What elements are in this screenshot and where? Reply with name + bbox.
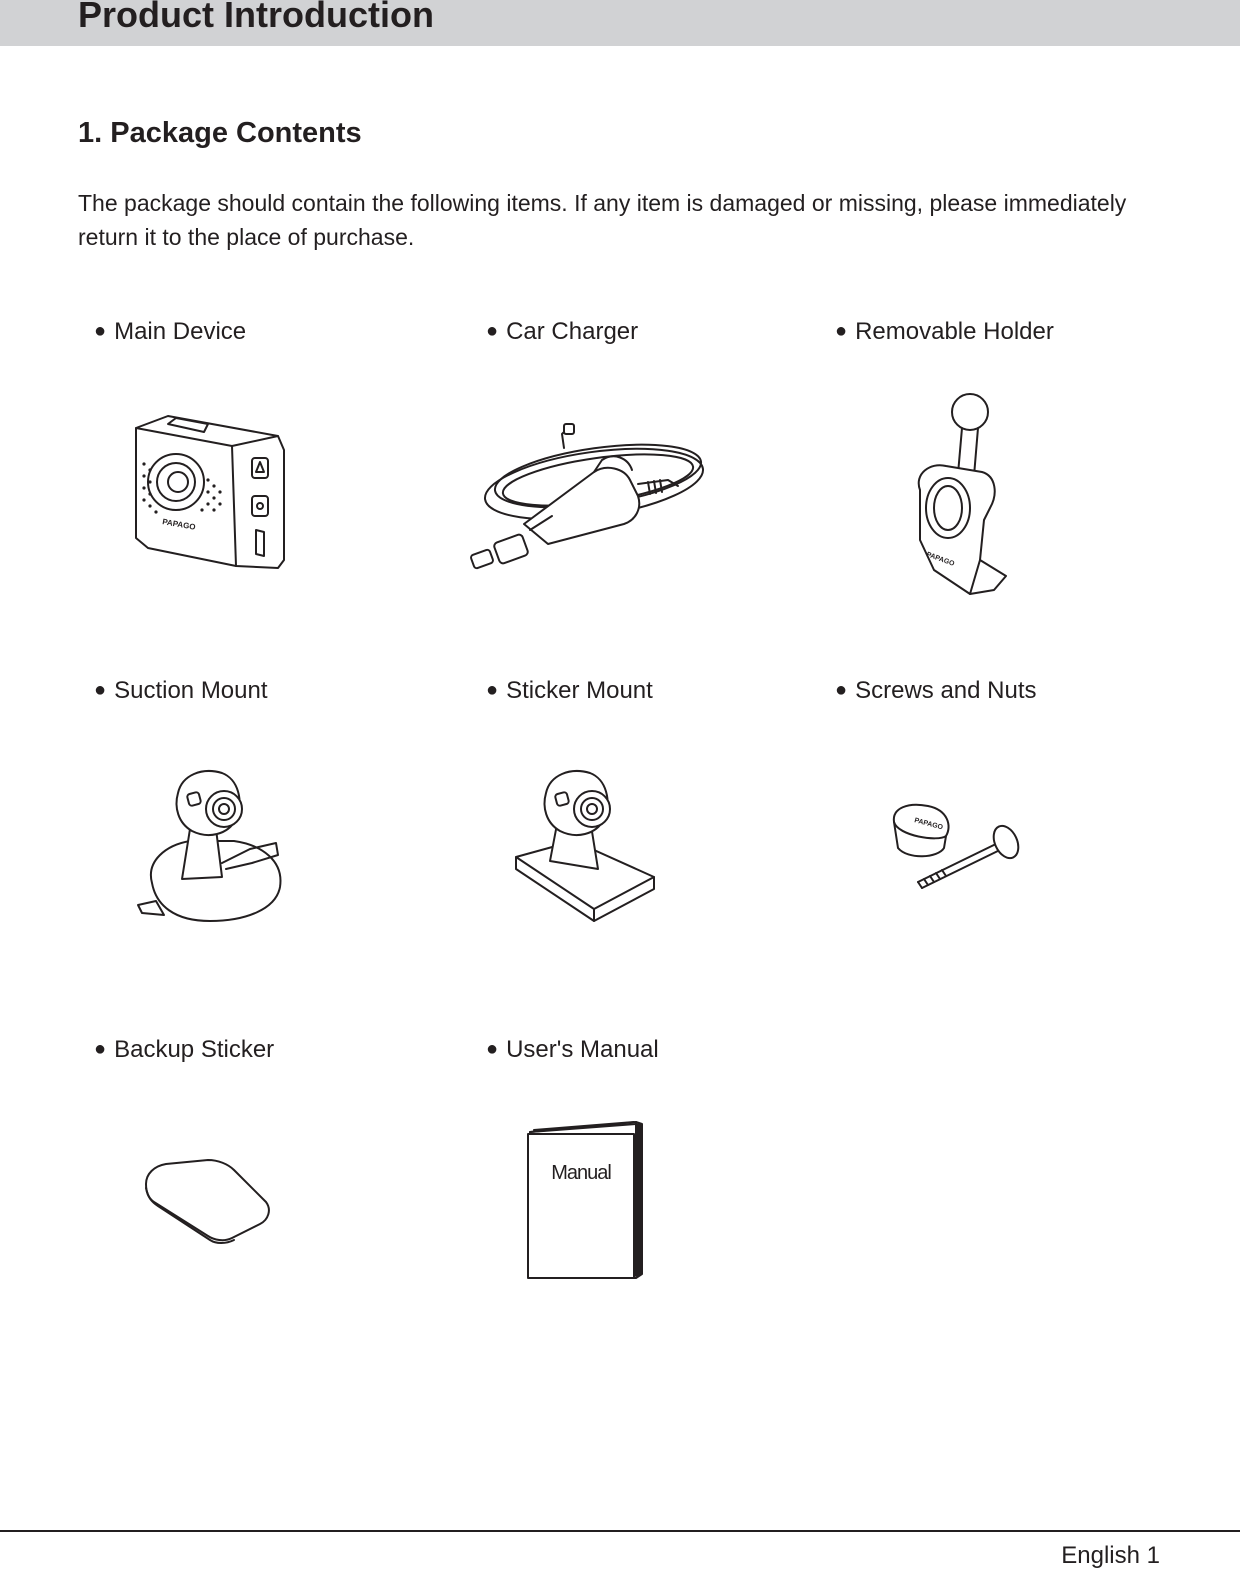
item-label-removable-holder: ● Removable Holder: [835, 318, 1054, 345]
footer-rule: [0, 1530, 1240, 1532]
screw-and-nut-icon: [888, 800, 1028, 890]
suction-mount-icon: [130, 765, 290, 925]
page-title: Product Introduction: [78, 0, 434, 35]
item-label-main-device: ● Main Device: [94, 318, 247, 345]
svg-text:PAPAGO: PAPAGO: [161, 517, 197, 532]
item-label-car-charger: ● Car Charger: [486, 318, 639, 345]
bullet-icon: ●: [486, 679, 499, 701]
sticker-mount-icon: [512, 765, 662, 925]
bullet-icon: ●: [94, 1038, 107, 1060]
item-label-screws-and-nuts: ● Screws and Nuts: [835, 677, 1037, 704]
manual-booklet-icon: [526, 1120, 646, 1282]
car-charger-icon: [468, 420, 708, 570]
section-title: 1. Package Contents: [78, 117, 362, 149]
bullet-icon: ●: [486, 320, 499, 342]
item-label-suction-mount: ● Suction Mount: [94, 677, 268, 704]
removable-holder-icon: [910, 390, 1010, 600]
item-label-sticker-mount: ● Sticker Mount: [486, 677, 653, 704]
svg-text:PAPAGO: PAPAGO: [925, 551, 956, 568]
bullet-icon: ●: [835, 320, 848, 342]
intro-paragraph: The package should contain the following items. If any item is damaged or missing, please immediately return it to the place of purchase.: [78, 190, 1127, 250]
item-label-backup-sticker: ● Backup Sticker: [94, 1036, 275, 1063]
bullet-icon: ●: [835, 679, 848, 701]
page-number: English 1: [1061, 1542, 1160, 1569]
bullet-icon: ●: [94, 679, 107, 701]
bullet-icon: ●: [486, 1038, 499, 1060]
backup-sticker-icon: [142, 1158, 272, 1244]
dash-camera-icon: [128, 410, 288, 572]
svg-text:PAPAGO: PAPAGO: [913, 817, 944, 832]
bullet-icon: ●: [94, 320, 107, 342]
item-label-users-manual: ● User's Manual: [486, 1036, 659, 1063]
manual-cover-text: Manual: [551, 1162, 611, 1184]
